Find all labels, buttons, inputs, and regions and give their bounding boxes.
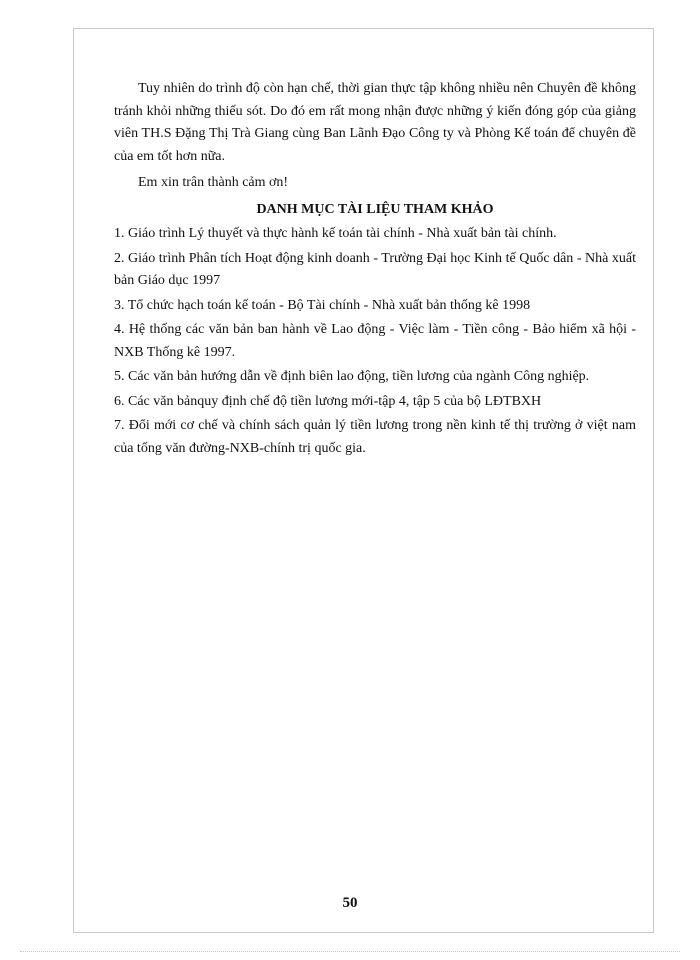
references-title: DANH MỤC TÀI LIỆU THAM KHẢO	[256, 201, 494, 217]
reference-item-5: 5. Các văn bản hướng dẫn về định biên lao động, tiền lương của ngành Công nghiệp.	[114, 369, 590, 384]
page-number: 50	[342, 895, 358, 911]
reference-item-1: 1. Giáo trình Lý thuyết và thực hành kế toán tài chính - Nhà xuất bản tài chính.	[114, 226, 557, 241]
references-list	[114, 223, 636, 460]
thanks-line: Em xin trân thành cảm ơn!	[138, 175, 289, 190]
reference-item-4: 4. Hệ thống các văn bản ban hành về Lao động - Việc làm - Tiền công - Bảo hiểm xã hội - NXB Thống kê 1997.	[114, 322, 636, 360]
reference-item-7: 7. Đổi mới cơ chế và chính sách quản lý tiền lương trong nền kinh tế thị trường ở việt nam của tống văn đường-NXB-chính trị quốc gia.	[114, 418, 636, 456]
closing-paragraph: Tuy nhiên do trình độ còn hạn chế, thời gian thực tập không nhiều nên Chuyên đề không tránh khỏi những thiếu sót. Do đó em rất mong nhận được những ý kiến đóng góp của giảng viên TH.S Đặng Thị Trà Giang cùng Ban Lãnh Đạo Công ty và Phòng Kế toán để chuyên đề của em tốt hơn nữa.	[114, 81, 636, 164]
reference-item-2: 2. Giáo trình Phân tích Hoạt động kinh doanh - Trường Đại học Kinh tế Quốc dân - Nhà xuất bản Giáo dục 1997	[114, 250, 636, 288]
page-bottom-divider	[20, 951, 680, 952]
document-body	[114, 78, 636, 460]
reference-item-6: 6. Các văn bảnquy định chế độ tiền lương mới-tập 4, tập 5 của bộ LĐTBXH	[114, 393, 542, 409]
reference-item-3: 3. Tổ chức hạch toán kế toán - Bộ Tài chính - Nhà xuất bản thống kê 1998	[114, 297, 531, 313]
